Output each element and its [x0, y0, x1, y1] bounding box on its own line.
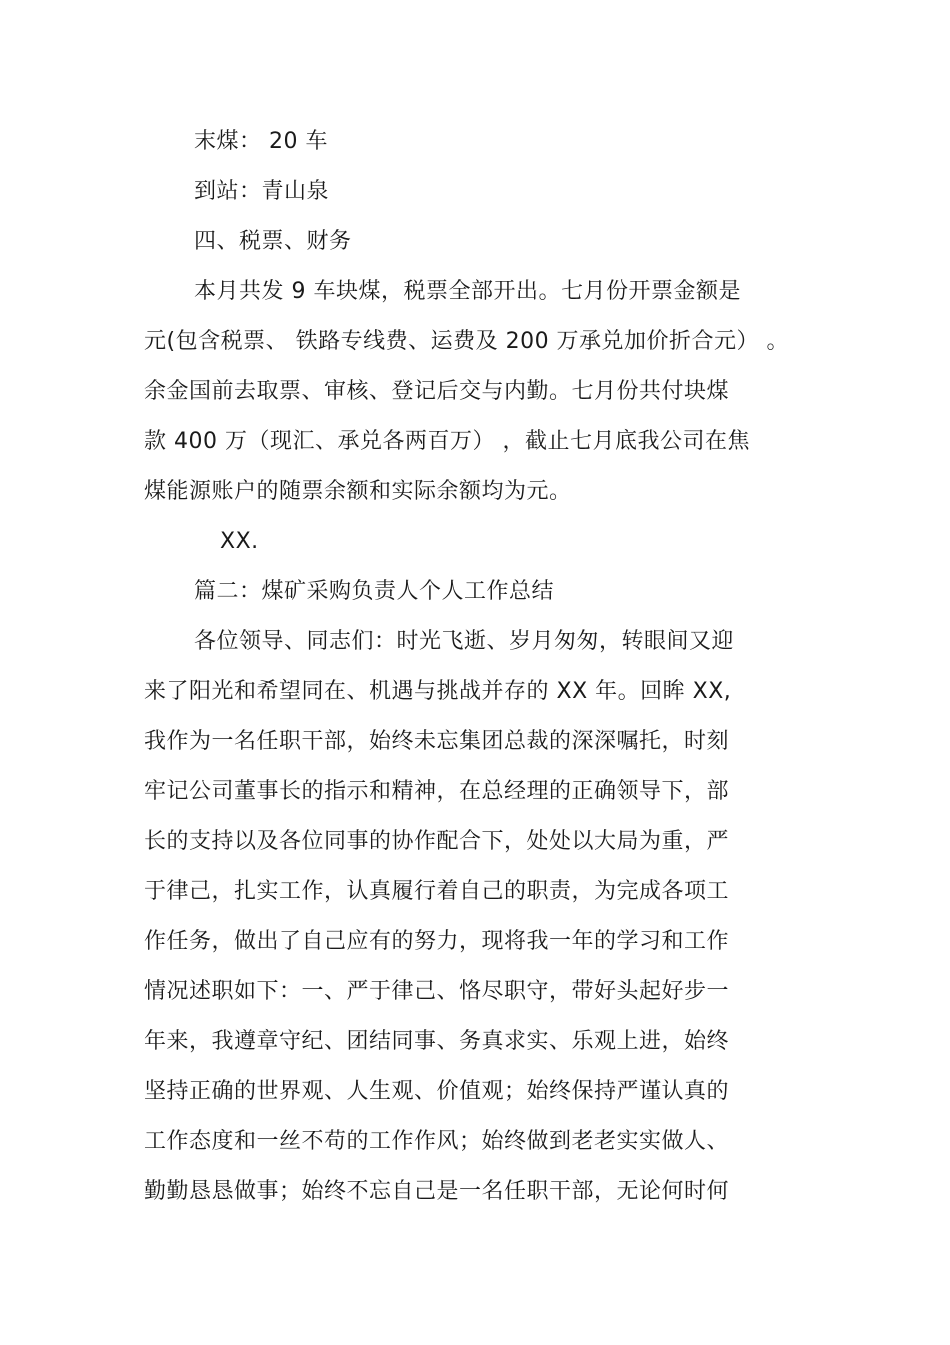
text-line: 作任务，做出了自己应有的努力，现将我一年的学习和工作 [144, 929, 730, 954]
text-line: 年来，我遵章守纪、团结同事、务真求实、乐观上进，始终 [144, 1029, 730, 1054]
text-line: 牢记公司董事长的指示和精神，在总经理的正确领导下，部 [144, 779, 730, 804]
text-line: 末煤： 20 车 [194, 129, 328, 154]
text-line: 各位领导、同志们：时光飞逝、岁月匆匆，转眼间又迎 [194, 629, 735, 654]
text-line: 款 400 万（现汇、承兑各两百万） ，截止七月底我公司在焦 [144, 429, 750, 454]
text-line: 我作为一名任职干部，始终未忘集团总裁的深深嘱托，时刻 [144, 729, 730, 754]
text-line: 来了阳光和希望同在、机遇与挑战并存的 XX 年。回眸 XX, [144, 679, 732, 704]
text-line: 长的支持以及各位同事的协作配合下，处处以大局为重，严 [144, 829, 730, 854]
text-line: 元(包含税票、 铁路专线费、运费及 200 万承兑加价折合元） 。 [144, 329, 790, 354]
text-line: 情况述职如下：一、严于律己、恪尽职守，带好头起好步一 [144, 979, 730, 1004]
text-line: 余金国前去取票、审核、登记后交与内勤。七月份共付块煤 [144, 379, 730, 404]
text-line: 坚持正确的世界观、人生观、价值观；始终保持严谨认真的 [144, 1079, 730, 1104]
text-line: 本月共发 9 车块煤，税票全部开出。七月份开票金额是 [194, 279, 741, 304]
text-line: 到站：青山泉 [194, 179, 330, 204]
text-line: 勤勤恳恳做事；始终不忘自己是一名任职干部，无论何时何 [144, 1179, 730, 1204]
section-heading: 四、税票、财务 [194, 229, 352, 254]
text-line: 煤能源账户的随票余额和实际余额均为元。 [144, 479, 572, 504]
section-heading: 篇二：煤矿采购负责人个人工作总结 [194, 579, 555, 604]
text-line: 工作态度和一丝不苟的工作作风；始终做到老老实实做人、 [144, 1129, 730, 1154]
signature-text: XX. [220, 529, 259, 554]
text-line: 于律己，扎实工作，认真履行着自己的职责，为完成各项工 [144, 879, 730, 904]
